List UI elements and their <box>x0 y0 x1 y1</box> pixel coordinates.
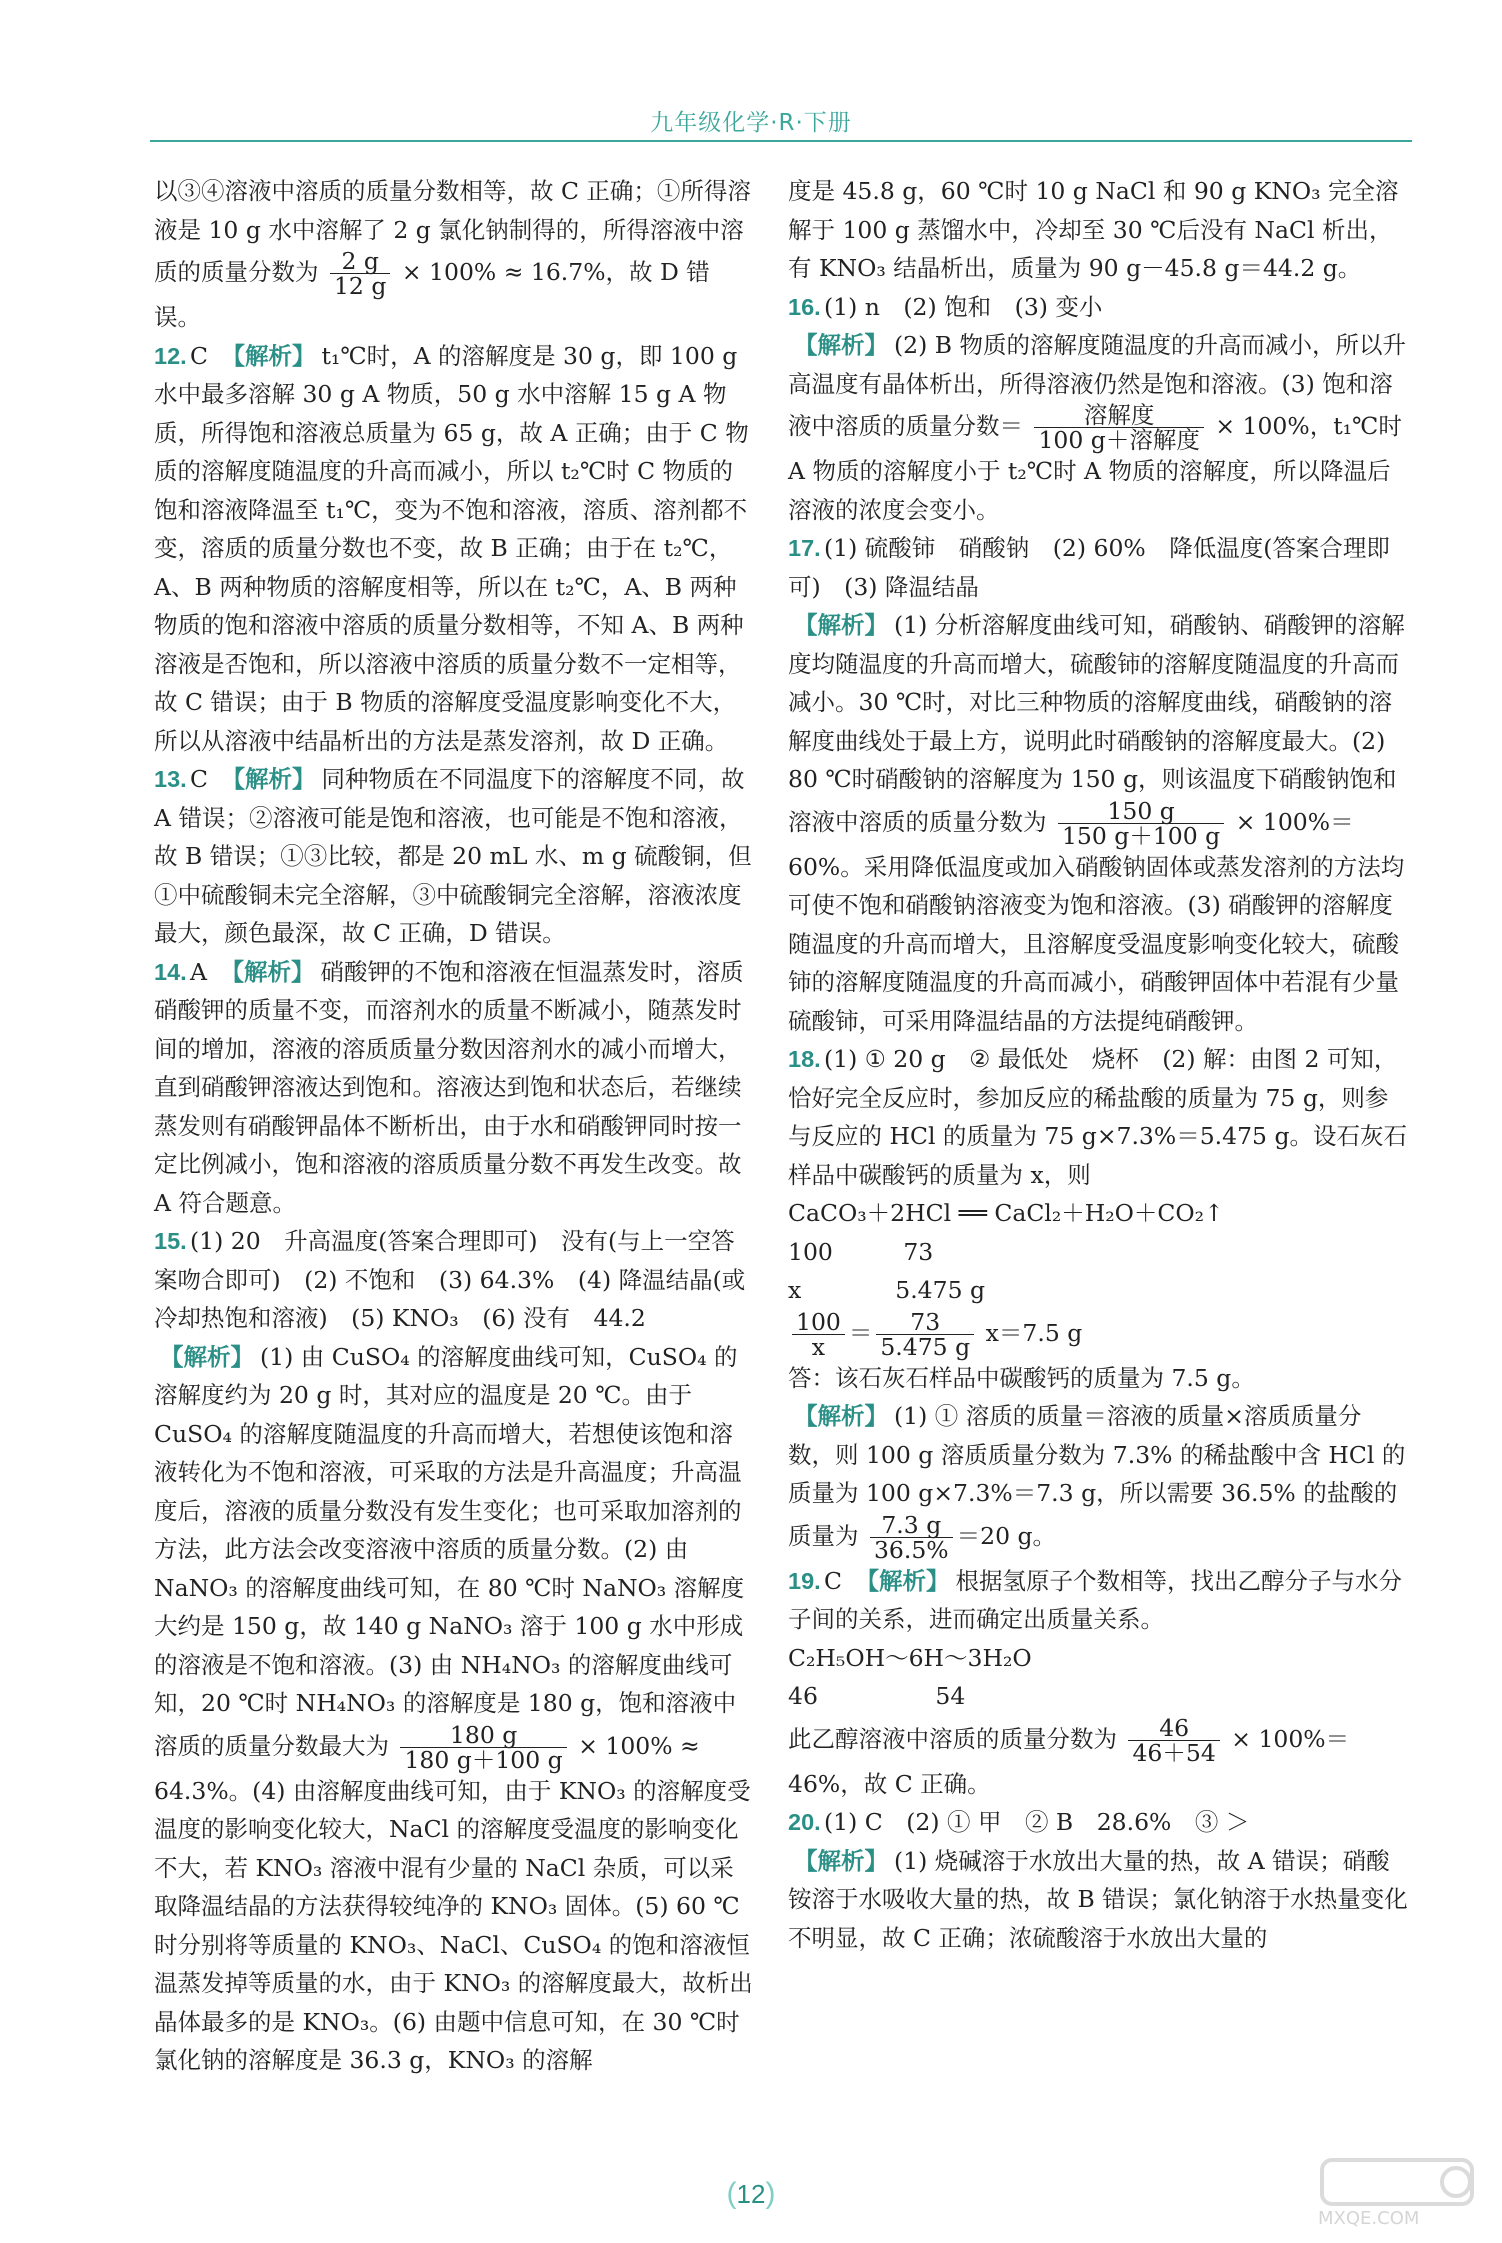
chemical-relation: C₂H₅OH～6H～3H₂O <box>788 1643 1032 1672</box>
equation-row: x 5.475 g <box>788 1276 986 1304</box>
page-header <box>0 0 1502 150</box>
question-12: 12. C 【解析】 t₁℃时，A 的溶解度是 30 g，即 100 g 水中最多溶解 30 g A 物质，50 g 水中溶解 15 g A 物质，所得饱和溶液总质量为 65 g，故 A 正确；由于 C 物质的溶解度随温度的升高而减小，所以 t₂℃时 C 物质的饱和溶液降温至 t₁℃，变为不饱和溶液，溶质、溶剂都不变，溶质的质量分数也不变，故 B 正确；由于在 t₂℃，A、B 两种物质的溶解度相等，所以在 t₂℃，A、B 两种物质的饱和溶液中溶质的质量分数相等，不知 A、B 两种溶液是否饱和，所以溶液中溶质的质量分数不一定相等，故 C 错误；由于 B 物质的溶解度受温度影响变化不大，所以从溶液中结晶析出的方法是蒸发溶剂，故 D 正确。 <box>154 337 754 761</box>
question-19: 19. C 【解析】 根据氢原子个数相等，找出乙醇分子与水分子间的关系，进而确定出质量关系。 C₂H₅OH～6H～3H₂O 46 54 此乙醇溶液中溶质的质量分数为 $\frac{46}{46+54}$ × 100%＝46%，故 C 正确。 <box>788 1562 1408 1804</box>
analysis-tag: 【解析】 <box>794 1402 888 1430</box>
fraction: $\frac{73}{5.475 g}$ <box>876 1310 974 1359</box>
question-number: 18. <box>788 1046 821 1072</box>
question-number: 17. <box>788 535 821 561</box>
question-number: 19. <box>788 1567 821 1594</box>
page-number: (12) <box>726 2177 776 2210</box>
analysis-tag: 【解析】 <box>220 957 315 986</box>
fraction: $\frac{2 g}{12 g}$ <box>330 249 390 298</box>
fraction: $\frac{7.3 g}{36.5\%}$ <box>870 1513 953 1562</box>
result: x＝7.5 g <box>985 1318 1083 1347</box>
fraction: $\frac{\text{溶解度}}{\text{100 g＋溶解度}}$ <box>1034 403 1203 452</box>
analysis-tag: 【解析】 <box>855 1566 950 1595</box>
fraction: $\frac{100}{x}$ <box>792 1310 845 1359</box>
left-column <box>154 172 754 2080</box>
header-title: 九年级化学·R·下册 <box>650 110 852 136</box>
chemical-equation: CaCO₃＋2HCl ══ CaCl₂＋H₂O＋CO₂↑ <box>788 1199 1224 1227</box>
fraction: $\frac{150 g}{150 g+100 g}$ <box>1058 799 1224 848</box>
header-divider <box>150 140 1412 142</box>
analysis-tag: 【解析】 <box>221 341 316 370</box>
watermark-logo: MXQE.COM <box>1318 2154 1488 2234</box>
equation-row: 46 54 <box>788 1682 966 1710</box>
question-13: 13. C 【解析】 同种物质在不同温度下的溶解度不同，故 A 错误；②溶液可能是饱和溶液，也可能是不饱和溶液，故 B 错误；①③比较，都是 20 mL 水、m g 硫酸铜，但①中硫酸铜未完全溶解，③中硫酸铜完全溶解，溶液浓度最大，颜色最深，故 C 正确，D 错误。 <box>154 760 754 953</box>
fraction: $\frac{180 g}{180 g+100 g}$ <box>400 1723 566 1772</box>
analysis-tag: 【解析】 <box>794 611 888 639</box>
right-column <box>788 172 1408 1957</box>
question-number: 14. <box>154 958 187 985</box>
question-20: 20. (1) C (2) ① 甲 ② B 28.6% ③ ＞ 【解析】 (1) 烧碱溶于水放出大量的热，故 A 错误；硝酸铵溶于水吸收大量的热，故 B 错误；氯化钠溶于水热量变化不明显，故 C 正确；浓硫酸溶于水放出大量的 <box>788 1803 1408 1957</box>
question-15: 15. (1) 20 升高温度(答案合理即可) 没有(与上一空答案吻合即可) (2) 不饱和 (3) 64.3% (4) 降温结晶(或冷却热饱和溶液) (5) KNO₃ (6) 没有 44.2 【解析】 (1) 由 CuSO₄ 的溶解度曲线可知，CuSO₄ 的溶解度约为 20 g 时，其对应的温度是 20 ℃。由于 CuSO₄ 的溶解度随温度的升高而增大，若想使该饱和溶液转化为不饱和溶液，可采取的方法是升高温度；升高温度后，溶液的质量分数没有发生变化；也可采取加溶剂的方法，此方法会改变溶液中溶质的质量分数。(2) 由 NaNO₃ 的溶解度曲线可知，在 80 ℃时 NaNO₃ 溶解度大约是 150 g，故 140 g NaNO₃ 溶于 100 g 水中形成的溶液是不饱和溶液。(3) 由 NH₄NO₃ 的溶解度曲线可知，20 ℃时 NH₄NO₃ 的溶解度是 180 g，饱和溶液中溶质的质量分数最大为 $\frac{180 g}{180 g+100 g}$ × 100% ≈ 64.3%。(4) 由溶解度曲线可知，由于 KNO₃ 的溶解度受温度的影响变化较大，NaCl 的溶解度受温度的影响变化不大，若 KNO₃ 溶液中混有少量的 NaCl 杂质，可以采取降温结晶的方法获得较纯净的 KNO₃ 固体。(5) 60 ℃时分别将等质量的 KNO₃、NaCl、CuSO₄ 的饱和溶液恒温蒸发掉等质量的水，由于 KNO₃ 的溶解度最大，故析出晶体最多的是 KNO₃。(6) 由题中信息可知，在 30 ℃时氯化钠的溶解度是 36.3 g，KNO₃ 的溶解 <box>154 1222 754 2080</box>
analysis-tag: 【解析】 <box>221 765 316 793</box>
question-number: 16. <box>788 293 821 320</box>
analysis-tag: 【解析】 <box>794 331 888 359</box>
question-number: 20. <box>788 1809 821 1835</box>
analysis-tag: 【解析】 <box>794 1846 888 1875</box>
question-16: 16. (1) n (2) 饱和 (3) 变小 【解析】 (2) B 物质的溶解度随温度的升高而减小，所以升高温度有晶体析出，所得溶液仍然是饱和溶液。(3) 饱和溶液中溶质的质量分数＝ $\frac{\text{溶解度}}{\text{100 g＋溶解度}}$ × 100%，t₁℃时 A 物质的溶解度小于 t₂℃时 A 物质的溶解度，所以降温后溶液的浓度会变小。 <box>788 288 1408 530</box>
continued-paragraph: 以③④溶液中溶质的质量分数相等，故 C 正确；①所得溶液是 10 g 水中溶解了 2 g 氯化钠制得的，所得溶液中溶质的质量分数为 $\frac{2 g}{12 g}$ × 100% ≈ 16.7%，故 D 错误。 <box>154 177 751 331</box>
question-17: 17. (1) 硫酸铈 硝酸钠 (2) 60% 降低温度(答案合理即可) (3) 降温结晶 【解析】 (1) 分析溶解度曲线可知，硝酸钠、硝酸钾的溶解度均随温度的升高而增大，硫酸铈的溶解度随温度的升高而减小。30 ℃时，对比三种物质的溶解度曲线，硝酸钠的溶解度曲线处于最上方，说明此时硝酸钠的溶解度最大。(2) 80 ℃时硝酸钠的溶解度为 150 g，则该温度下硝酸钠饱和溶液中溶质的质量分数为 $\frac{150 g}{150 g+100 g}$ × 100%＝60%。采用降低温度或加入硝酸钠固体或蒸发溶剂的方法均可使不饱和硝酸钠溶液变为饱和溶液。(3) 硝酸钾的溶解度随温度的升高而增大，且溶解度受温度影响变化较大，硫酸铈的溶解度随温度的升高而减小，硝酸钾固体中若混有少量硫酸铈，可采用降温结晶的方法提纯硝酸钾。 <box>788 529 1408 1040</box>
question-number: 13. <box>154 766 187 792</box>
watermark-icon <box>1318 2154 1488 2210</box>
continued-paragraph: 度是 45.8 g，60 ℃时 10 g NaCl 和 90 g KNO₃ 完全溶解于 100 g 蒸馏水中，冷却至 30 ℃后没有 NaCl 析出，有 KNO₃ 结晶析出，质量为 90 g－45.8 g＝44.2 g。 <box>788 177 1399 282</box>
equation-row: 100 73 <box>788 1237 934 1266</box>
answer-statement: 答：该石灰石样品中碳酸钙的质量为 7.5 g。 <box>788 1363 1255 1392</box>
question-18: 18. (1) ① 20 g ② 最低处 烧杯 (2) 解：由图 2 可知，恰好完全反应时，参加反应的稀盐酸的质量为 75 g，则参与反应的 HCl 的质量为 75 g×7.3%＝5.475 g。设石灰石样品中碳酸钙的质量为 x，则 CaCO₃＋2HCl ══ CaCl₂＋H₂O＋CO₂↑ 100 73 x 5.475 g $\frac{100}{x}$ ＝ $\frac{73}{5.475 g}$ x＝7.5 g 答：该石灰石样品中碳酸钙的质量为 7.5 g。 【解析】 (1) ① 溶质的质量＝溶液的质量×溶质质量分数，则 100 g 溶质质量分数为 7.3% 的稀盐酸中含 HCl 的质量为 100 g×7.3%＝7.3 g，所以需要 36.5% 的盐酸的质量为 $\frac{7.3 g}{36.5\%}$ ＝20 g。 <box>788 1040 1408 1562</box>
question-14: 14. A 【解析】 硝酸钾的不饱和溶液在恒温蒸发时，溶质硝酸钾的质量不变，而溶剂水的质量不断减小，随蒸发时间的增加，溶液的溶质质量分数因溶剂水的减小而增大，直到硝酸钾溶液达到饱和。溶液达到饱和状态后，若继续蒸发则有硝酸钾晶体不断析出，由于水和硝酸钾同时按一定比例减小，饱和溶液的溶质质量分数不再发生改变。故 A 符合题意。 <box>154 953 754 1223</box>
analysis-tag: 【解析】 <box>160 1342 254 1371</box>
fraction: $\frac{46}{46+54}$ <box>1128 1716 1219 1765</box>
question-number: 12. <box>154 342 187 369</box>
question-number: 15. <box>154 1228 187 1254</box>
